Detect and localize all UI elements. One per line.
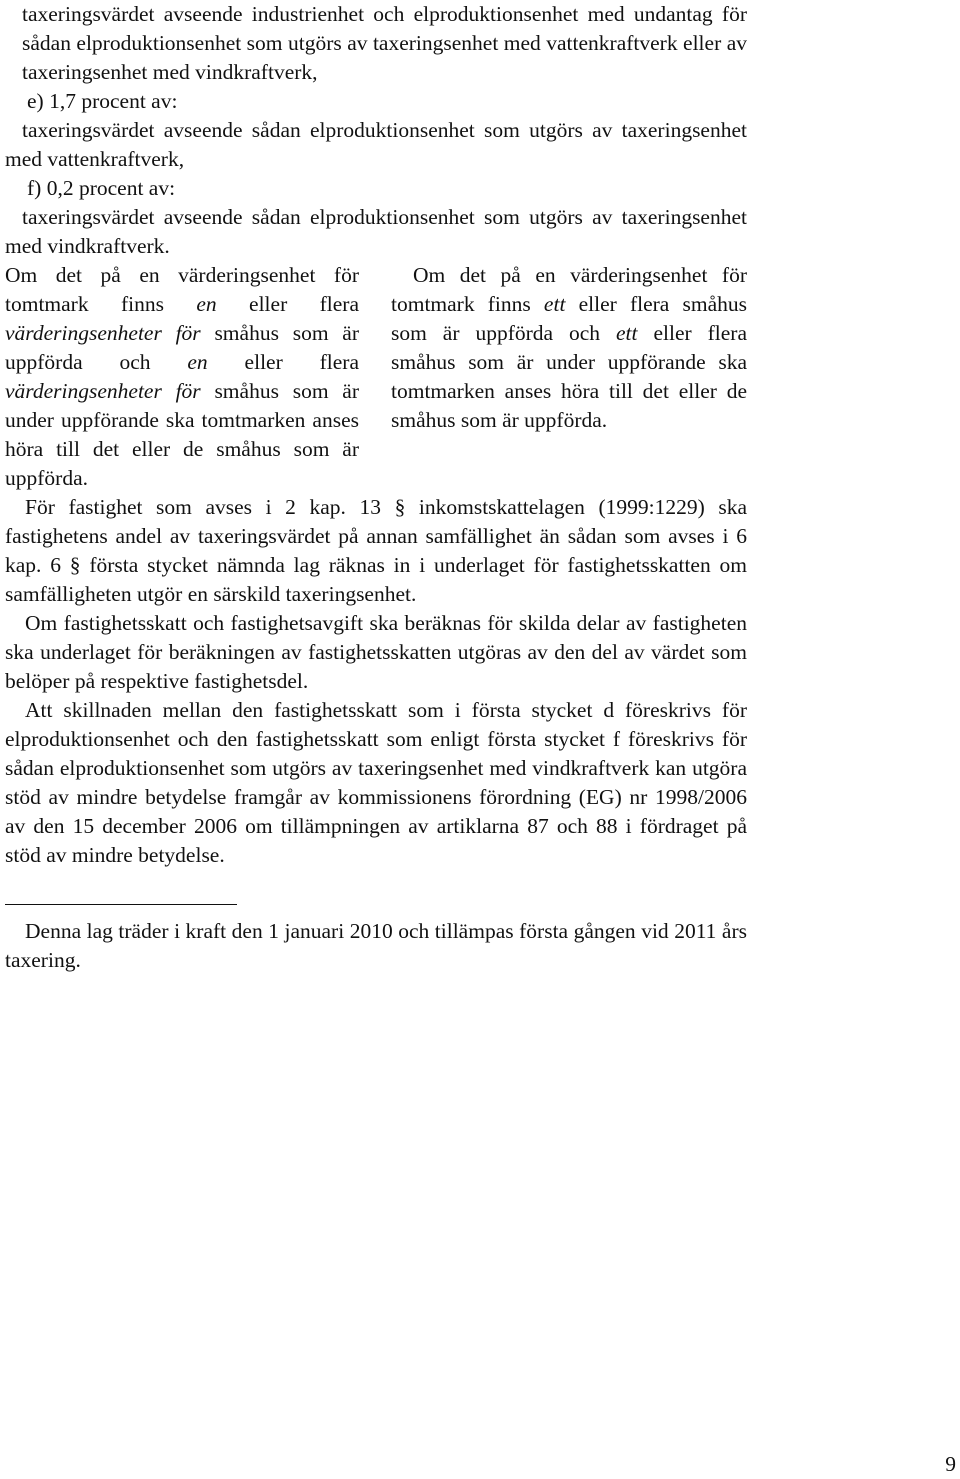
item-e-label: e) 1,7 procent av:: [27, 89, 178, 113]
left-text-part: Om det på en värderingsenhet för tomtmark finns: [5, 263, 359, 316]
paragraph-stod: Att skillnaden mellan den fastighetsskatt som i första stycket d föreskrivs för elproduktionsenhet och den fastighetsskatt som enligt första stycket f föreskrivs för sådan elproduktionsenhet som utgörs av taxeringsenhet med vindkraftverk kan utgöra stöd av mindre betydelse framgår av kommissionens förordning (EG) nr 1998/2006 av den 15 december 2006 om tillämpningen av artiklarna 87 och 88 i fördraget på stöd av mindre betydelse.: [5, 698, 747, 867]
continued-paragraph: taxeringsvärdet avseende industrienhet och elproduktionsenhet med undantag för sådan elproduktionsenhet som utgörs av taxeringsenhet med vattenkraftverk eller av taxeringsenhet med vindkraftverk,: [22, 2, 747, 84]
item-e-text: taxeringsvärdet avseende sådan elproduktionsenhet som utgörs av taxeringsenhet med vattenkraftverk,: [5, 118, 747, 171]
right-text-part: eller flera småhus som är under uppförande ska tomtmarken anses höra till det eller de småhus som är uppförda.: [391, 321, 747, 432]
left-emphasis: en: [187, 350, 208, 374]
left-emphasis: en: [196, 292, 217, 316]
left-text-part: eller flera: [207, 350, 359, 374]
paragraph-samfallighet: För fastighet som avses i 2 kap. 13 § inkomstskattelagen (1999:1229) ska fastighetens andel av taxeringsvärdet på annan samfällighet än sådan som avses i 6 kap. 6 § första stycket nämnda lag räknas in i underlaget för fastighetsskatten om samfälligheten utgör en särskild taxeringsenhet.: [5, 495, 747, 606]
right-column: [391, 261, 747, 435]
right-emphasis: ett: [543, 292, 566, 316]
two-column-comparison: [5, 261, 747, 493]
page-number: 9: [945, 1452, 956, 1476]
right-emphasis: ett: [616, 321, 638, 345]
left-text-part: småhus som är under uppförande ska tomtmarken anses höra till det eller de småhus som är uppförda.: [5, 379, 360, 490]
footnote-text: Denna lag träder i kraft den 1 januari 2010 och tillämpas första gången vid 2011 års taxering.: [5, 919, 747, 972]
document-page: [5, 0, 747, 975]
right-column-text: [391, 261, 747, 435]
item-f-label: f) 0,2 procent av:: [27, 176, 176, 200]
left-emphasis: värderingsenheter för: [5, 379, 201, 403]
right-text-part: eller flera småhus som är uppförda och: [391, 292, 747, 345]
left-column: [5, 261, 359, 493]
footnote-rule: [5, 904, 237, 905]
left-text-part: eller flera: [216, 292, 359, 316]
left-text-part: småhus som är uppförda och: [5, 321, 360, 374]
left-emphasis: värderingsenheter för: [5, 321, 201, 345]
paragraph-skilda-delar: Om fastighetsskatt och fastighetsavgift ska beräknas för skilda delar av fastigheten ska underlaget för beräkningen av fastighetsskatten utgöras av den del av värdet som belöper på respektive fastighetsdel.: [5, 611, 747, 693]
right-text-part: Om det på en värderingsenhet för tomtmark finns: [391, 263, 747, 316]
item-f-text: taxeringsvärdet avseende sådan elproduktionsenhet som utgörs av taxeringsenhet med vindkraftverk.: [5, 205, 747, 258]
left-column-text: [5, 261, 359, 493]
